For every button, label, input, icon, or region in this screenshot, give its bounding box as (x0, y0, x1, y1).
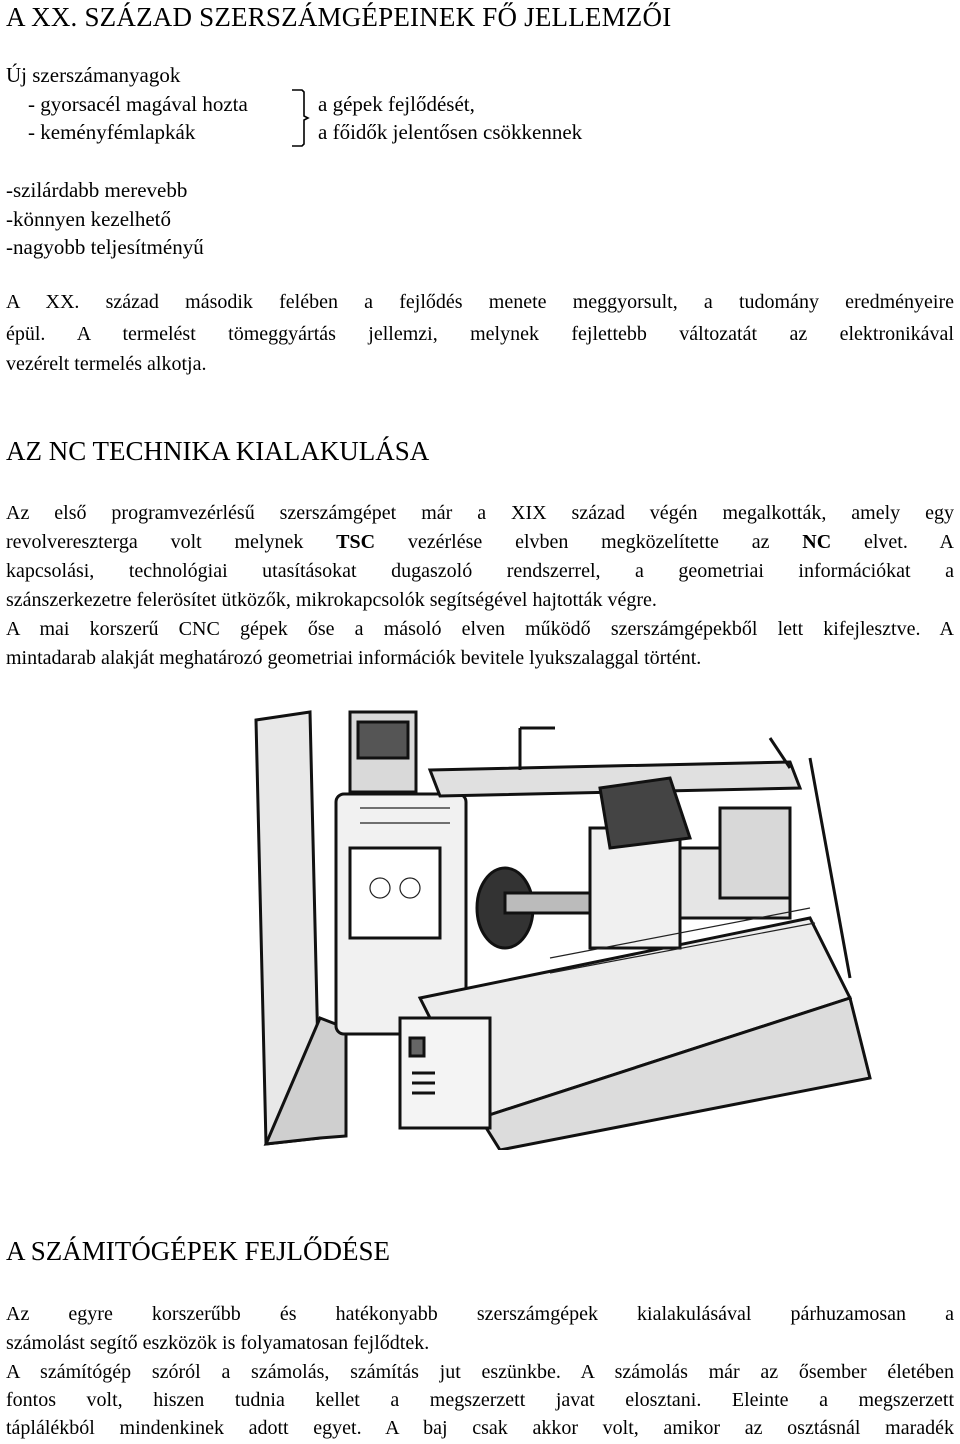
intro-line: vezérelt termelés alkotja. (6, 353, 207, 375)
feature-item: -nagyobb teljesítményű (6, 235, 204, 259)
lathe-machine-illustration (250, 698, 910, 1150)
nc-text-line: mintadarab alakját meghatározó geometriai információk bevitele lyukszalaggal történt. (6, 647, 702, 669)
feature-item: -szilárdabb merevebb (6, 178, 188, 202)
nc-term: NC (802, 531, 832, 553)
nc-section-heading: AZ NC TECHNIKA KIALAKULÁSA (6, 436, 430, 466)
materials-heading: Új szerszámanyagok (6, 63, 181, 87)
materials-right-item: a főidők jelentősen csökkennek (318, 120, 583, 144)
nc-text-line: szánszerkezetre felerösítet ütközők, mikrokapcsolók segítségével hajtották végre. (6, 589, 657, 611)
nc-text-segment: revolvereszterga volt melynek (6, 531, 337, 553)
nc-text-segment: elvet. A (831, 531, 954, 553)
computer-text-line: fontos volt, hiszen tudnia kellet a megszerzett javat elosztani. Eleinte a megszerzett (6, 1389, 954, 1411)
intro-line: A XX. század második felében a fejlődés menete meggyorsult, a tudomány eredményeire (6, 291, 954, 313)
computer-text-line: számolást segítő eszközök is folyamatosan fejlődtek. (6, 1332, 430, 1354)
intro-line: épül. A termelést tömeggyártás jellemzi, melynek fejlettebb változatát az elektronikával (6, 323, 954, 345)
bracket-icon (290, 84, 312, 152)
nc-text-line: kapcsolási, technológiai utasításokat dugaszoló rendszerrel, a geometriai információkat a (6, 560, 954, 582)
computer-section-heading: A SZÁMITÓGÉPEK FEJLŐDÉSE (6, 1236, 391, 1266)
page-title: A XX. SZÁZAD SZERSZÁMGÉPEINEK FŐ JELLEMZŐI (6, 2, 672, 32)
materials-left-item: - gyorsacél magával hozta (28, 92, 248, 116)
nc-text-line: Az első programvezérlésű szerszámgépet már a XIX század végén megalkották, amely egy (6, 502, 954, 524)
computer-text-line: A számítógép szóról a számolás, számítás jut eszünkbe. A számolás már az ősember életében (6, 1361, 954, 1383)
computer-text-line: táplálékból mindenkinek adott egyet. A baj csak akkor volt, amikor az osztásnál maradék (6, 1417, 954, 1439)
materials-left-item: - keményfémlapkák (28, 120, 196, 144)
nc-text-segment: vezérlése elvben megközelítette az (375, 531, 803, 553)
computer-text-line: Az egyre korszerűbb és hatékonyabb szerszámgépek kialakulásával párhuzamosan a (6, 1303, 954, 1325)
nc-text-line: A mai korszerű CNC gépek őse a másoló elven működő szerszámgépekből lett kifejlesztve. A (6, 618, 954, 640)
materials-right-item: a gépek fejlődését, (318, 92, 475, 116)
tsc-term: TSC (336, 531, 376, 553)
feature-item: -könnyen kezelhető (6, 207, 172, 231)
nc-text-line (6, 528, 954, 557)
